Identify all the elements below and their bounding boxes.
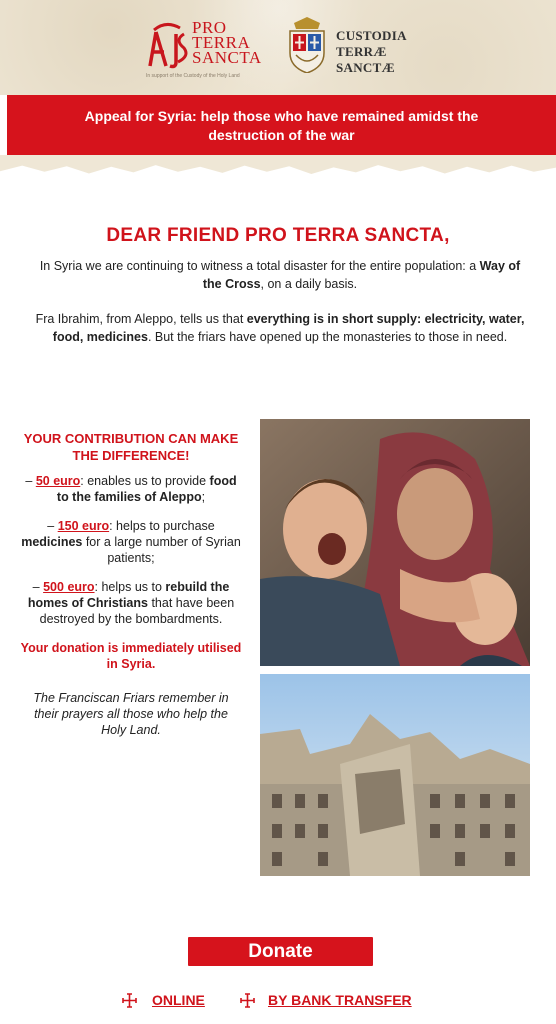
torn-paper-edge <box>0 155 556 183</box>
jerusalem-cross-icon <box>240 993 255 1008</box>
contribution-title: YOUR CONTRIBUTION CAN MAKE THE DIFFERENCE! <box>23 431 239 463</box>
custodia-wordmark: CUSTODIA TERRÆ SANCTÆ <box>336 28 407 75</box>
banner-line-1: Appeal for Syria: help those who have remained amidst the <box>84 108 479 124</box>
pts-wordmark: PRO TERRA SANCTA <box>192 18 262 67</box>
intro-paragraph-2: Fra Ibrahim, from Aleppo, tells us that everything is in short supply: electricity, water, food, medicines. But the friars have opened up the monasteries to those in need. <box>35 312 525 344</box>
destroyed-building-photo <box>260 674 530 876</box>
donation-option: – 150 euro: helps to purchase medicines for a large number of Syrian patients; <box>21 519 241 565</box>
online-donation-link[interactable]: ONLINE <box>152 992 205 1008</box>
banner-line-2: destruction of the war <box>208 127 355 143</box>
custody-crest-icon <box>286 17 328 73</box>
donation-option: – 500 euro: helps us to rebuild the homes of Christians that have been destroyed by the bombardments. <box>27 580 235 626</box>
donate-button[interactable]: Donate <box>188 937 373 966</box>
intro-paragraph-1: In Syria we are continuing to witness a total disaster for the entire population: a Way of the Cross, on a daily basis. <box>39 259 521 291</box>
pro-terra-sancta-logo[interactable] <box>146 16 276 78</box>
amount-link[interactable]: 500 euro <box>43 580 95 594</box>
pts-monogram-icon <box>146 20 188 70</box>
contribution-column <box>20 430 242 738</box>
family-photo <box>260 419 530 666</box>
bank-transfer-link[interactable]: BY BANK TRANSFER <box>268 992 412 1008</box>
appeal-banner <box>7 95 556 155</box>
amount-link[interactable]: 50 euro <box>35 474 81 488</box>
header <box>0 0 556 95</box>
amount-link[interactable]: 150 euro <box>57 519 110 533</box>
immediate-use-note: Your donation is immediately utilised in Syria. <box>20 641 242 671</box>
custodia-logo[interactable] <box>286 17 416 77</box>
donation-option: – 50 euro: enables us to provide food to the families of Aleppo; <box>25 474 237 504</box>
pts-tagline: In support of the Custody of the Holy Land <box>146 73 240 79</box>
prayer-note: The Franciscan Friars remember in their prayers all those who help the Holy Land. <box>33 691 229 737</box>
jerusalem-cross-icon <box>122 993 137 1008</box>
greeting-headline: DEAR FRIEND PRO TERRA SANCTA, <box>106 225 450 246</box>
